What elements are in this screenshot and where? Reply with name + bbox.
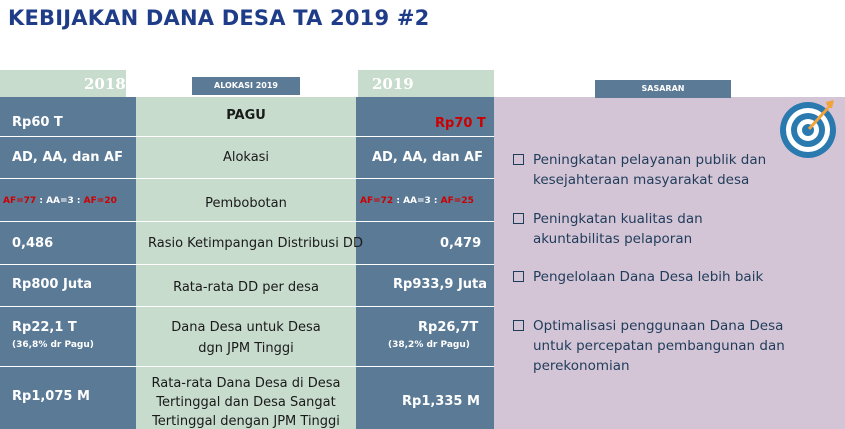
rasio-label: Rasio Ketimpangan Distribusi DD <box>148 236 363 251</box>
rasio-2019: 0,479 <box>440 236 482 251</box>
row-divider <box>0 264 494 265</box>
dd-jpm-2019-pct: (38,2% dr Pagu) <box>388 340 470 350</box>
aa-weight: AA=3 <box>403 196 431 206</box>
column-2019 <box>356 97 494 429</box>
rata-tertinggal-2018: Rp1,075 M <box>12 389 90 404</box>
pembobotan-label: Pembobotan <box>205 196 287 211</box>
checkbox-icon <box>513 213 524 224</box>
dd-jpm-2018: Rp22,1 T <box>12 320 77 335</box>
alokasi-2019: AD, AA, dan AF <box>372 150 483 165</box>
rata-dd-2018: Rp800 Juta <box>12 277 93 292</box>
pembobotan-2018: AF=77 : AA=3 : AF=20 <box>3 196 117 206</box>
sasaran-label: SASARAN <box>595 80 731 98</box>
aa-weight: AA=3 <box>46 196 74 206</box>
dd-jpm-label-2: dgn JPM Tinggi <box>198 341 294 356</box>
alokasi-2018: AD, AA, dan AF <box>12 150 123 165</box>
sasaran-item: Peningkatan pelayanan publik dan kesejahteraan masyarakat desa <box>513 150 833 190</box>
checkbox-icon <box>513 271 524 282</box>
row-divider <box>0 178 494 179</box>
dd-jpm-2018-pct: (36,8% dr Pagu) <box>12 340 94 350</box>
year-2018-label: 2018 <box>84 75 126 93</box>
column-2018 <box>0 97 136 429</box>
af-weight: AF=77 <box>3 196 37 206</box>
sasaran-item: Peningkatan kualitas dan akuntabilitas pelaporan <box>513 209 833 249</box>
dd-jpm-label-1: Dana Desa untuk Desa <box>171 320 321 335</box>
af-weight: AF=20 <box>83 196 117 206</box>
rata-tertinggal-label-2: Tertinggal dan Desa Sangat <box>156 395 336 410</box>
alokasi-row-label: Alokasi <box>222 150 270 165</box>
rata-tertinggal-label-3: Tertinggal dengan JPM Tinggi <box>152 414 340 429</box>
pagu-2018: Rp60 T <box>12 115 63 130</box>
checkbox-icon <box>513 154 524 165</box>
sasaran-item: Optimalisasi penggunaan Dana Desa untuk percepatan pembangunan dan perekonomian <box>513 316 833 376</box>
rata-tertinggal-2019: Rp1,335 M <box>402 394 480 409</box>
af-weight: AF=72 <box>360 196 394 206</box>
rata-dd-label: Rata-rata DD per desa <box>173 280 319 295</box>
rata-dd-2019: Rp933,9 Juta <box>393 277 488 292</box>
page-title: KEBIJAKAN DANA DESA TA 2019 #2 <box>8 6 430 30</box>
pembobotan-2019: AF=72 : AA=3 : AF=25 <box>360 196 474 206</box>
rasio-2018: 0,486 <box>12 236 54 251</box>
af-weight: AF=25 <box>440 196 474 206</box>
checkbox-icon <box>513 320 524 331</box>
alokasi-label: ALOKASI 2019 <box>192 77 300 95</box>
pagu-label: PAGU <box>226 108 266 123</box>
row-divider <box>0 136 494 137</box>
row-divider <box>0 306 494 307</box>
year-2019-label: 2019 <box>372 75 414 93</box>
row-divider <box>0 221 494 222</box>
sasaran-item: Pengelolaan Dana Desa lebih baik <box>513 267 833 287</box>
row-divider <box>0 366 494 367</box>
dd-jpm-2019: Rp26,7T <box>418 320 479 335</box>
rata-tertinggal-label-1: Rata-rata Dana Desa di Desa <box>151 376 341 391</box>
pagu-2019: Rp70 T <box>435 116 486 131</box>
